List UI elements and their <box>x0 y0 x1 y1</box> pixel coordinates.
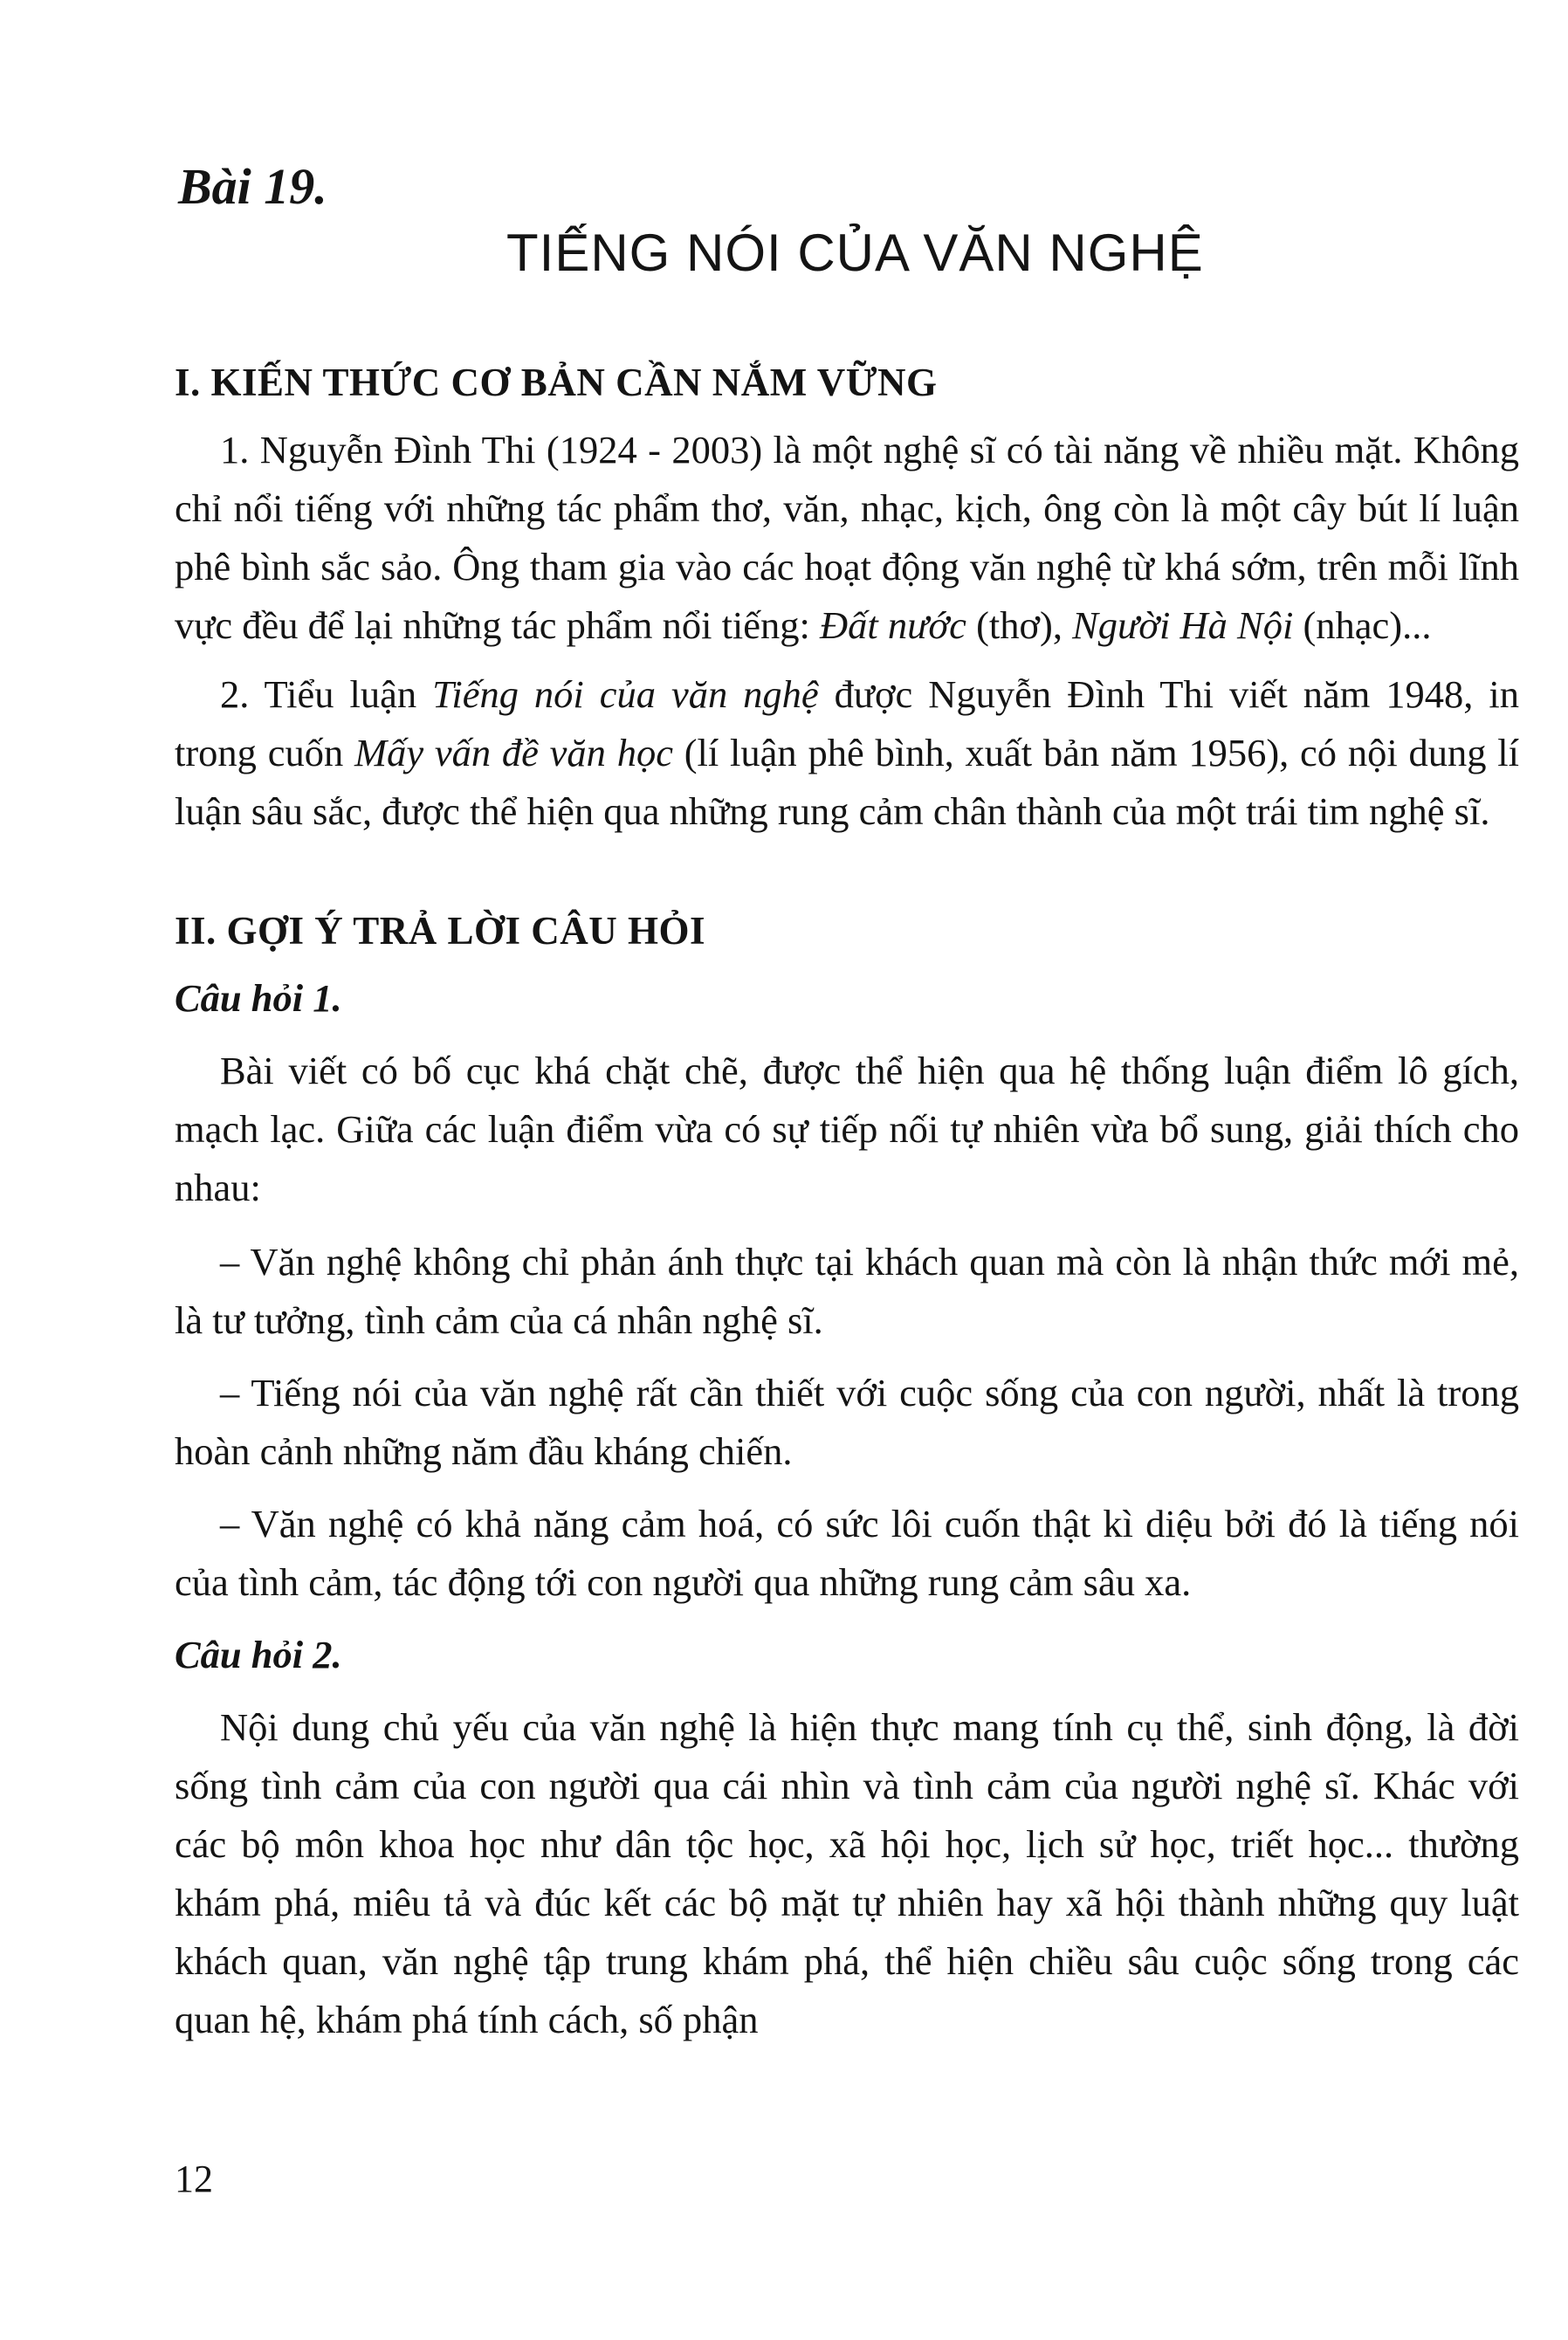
section-heading-knowledge: I. KIẾN THỨC CƠ BẢN CẦN NẮM VỮNG <box>175 361 938 404</box>
question-1-intro: Bài viết có bố cục khá chặt chẽ, được thể hiện qua hệ thống luận điểm lô gích, mạch lạc. Giữa các luận điểm vừa có sự tiếp nối tự nhiên vừa bổ sung, giải thích cho nhau: <box>175 1049 1519 1209</box>
paragraph-text: (thơ), <box>966 603 1073 647</box>
paragraph-text: 2. Tiểu luận <box>220 672 433 716</box>
question-2-label: Câu hỏi 2. <box>175 1633 342 1676</box>
work-title: Mấy vấn đề văn học <box>354 731 673 774</box>
paragraph-text: được Nguyễn Đình Thi viết năm 1948, in trong cuốn <box>175 672 1519 774</box>
work-title: Đất nước <box>820 603 966 647</box>
question-1-label: Câu hỏi 1. <box>175 976 342 1020</box>
page-content <box>175 354 1519 2060</box>
page-title: TIẾNG NÓI CỦA VĂN NGHỆ <box>506 224 1204 282</box>
paragraph-text: (lí luận phê bình, xuất bản năm 1956), có nội dung lí luận sâu sắc, được thể hiện qua những rung cảm chân thành của một trái tim nghệ sĩ. <box>175 731 1519 833</box>
question-2-answer: Nội dung chủ yếu của văn nghệ là hiện thực mang tính cụ thể, sinh động, là đời sống tình cảm của con người qua cái nhìn và tình cảm của người nghệ sĩ. Khác với các bộ môn khoa học như dân tộc học, xã hội học, lịch sử học, triết học... thường khám phá, miêu tả và đúc kết các bộ mặt tự nhiên hay xã hội thành những quy luật khách quan, văn nghệ tập trung khám phá, thể hiện chiều sâu cuộc sống trong các quan hệ, khám phá tính cách, số phận <box>175 1705 1519 2041</box>
list-item: – Văn nghệ có khả năng cảm hoá, có sức lôi cuốn thật kì diệu bởi đó là tiếng nói của tình cảm, tác động tới con người qua những rung cảm sâu xa. <box>175 1502 1519 1604</box>
list-item: – Tiếng nói của văn nghệ rất cần thiết với cuộc sống của con người, nhất là trong hoàn cảnh những năm đầu kháng chiến. <box>175 1371 1519 1473</box>
paragraph-essay <box>175 665 1519 841</box>
paragraph-text: 1. Nguyễn Đình Thi (1924 - 2003) là một nghệ sĩ có tài năng về nhiều mặt. Không chỉ nổi tiếng với những tác phẩm thơ, văn, nhạc, kịch, ông còn là một cây bút lí luận phê bình sắc sảo. Ông tham gia vào các hoạt động văn nghệ từ khá sớm, trên mỗi lĩnh vực đều để lại những tác phẩm nổi tiếng: <box>175 428 1519 647</box>
page-number: 12 <box>175 2158 213 2200</box>
lesson-label: Bài 19. <box>178 158 327 215</box>
work-title: Tiếng nói của văn nghệ <box>432 672 819 716</box>
paragraph-author <box>175 421 1519 655</box>
section-heading-answers: II. GỢI Ý TRẢ LỜI CÂU HỎI <box>175 909 706 953</box>
list-item: – Văn nghệ không chỉ phản ánh thực tại khách quan mà còn là nhận thức mới mẻ, là tư tưởng, tình cảm của cá nhân nghệ sĩ. <box>175 1240 1519 1342</box>
paragraph-text: (nhạc)... <box>1293 603 1432 647</box>
work-title: Người Hà Nội <box>1072 603 1294 647</box>
